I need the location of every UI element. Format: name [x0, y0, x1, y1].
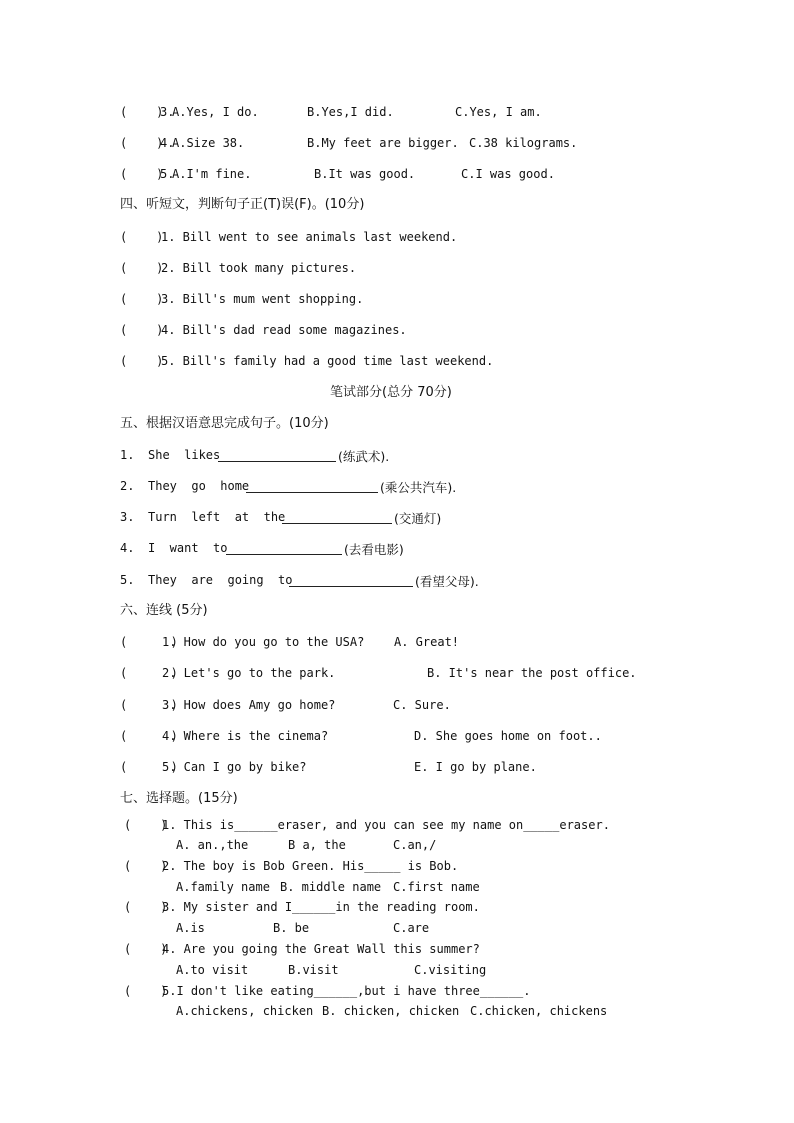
- option-b: B. be: [273, 921, 310, 935]
- answer-paren[interactable]: ( ): [124, 818, 168, 832]
- item-number: 1.: [120, 448, 135, 462]
- section5-title: 五、根据汉语意思完成句子。(10分): [120, 416, 329, 431]
- answer-blank[interactable]: [282, 511, 392, 524]
- answer-paren[interactable]: ( ): [124, 859, 168, 873]
- matching-answer: C. Sure.: [393, 698, 451, 712]
- option-a: A.Yes, I do.: [172, 105, 259, 119]
- question-number: 5.: [160, 167, 175, 181]
- question-number: 3.: [160, 105, 175, 119]
- matching-question: 4. Where is the cinema?: [162, 729, 329, 743]
- option-b: B.My feet are bigger.: [307, 136, 459, 150]
- matching-question: 2. Let's go to the park.: [162, 666, 336, 680]
- matching-question: 1. How do you go to the USA?: [162, 635, 365, 649]
- answer-paren[interactable]: ( ): [120, 136, 164, 150]
- sentence-text: They are going to: [148, 573, 293, 587]
- section7-title: 七、选择题。(15分): [120, 791, 238, 806]
- statement-text: 4. Bill's dad read some magazines.: [161, 323, 407, 337]
- option-a: A. an.,the: [176, 838, 249, 852]
- answer-paren[interactable]: ( ): [120, 635, 178, 649]
- answer-paren[interactable]: ( ): [120, 698, 178, 712]
- answer-paren[interactable]: ( ): [120, 230, 164, 244]
- question-text: 2. The boy is Bob Green. His_____ is Bob.: [162, 859, 459, 873]
- chinese-hint: (去看电影): [344, 542, 404, 557]
- option-a: A.is: [176, 921, 205, 935]
- option-c: C.I was good.: [461, 167, 555, 181]
- question-text: 1. This is______eraser, and you can see my name on_____eraser.: [162, 818, 610, 832]
- option-a: A.to visit: [176, 963, 249, 977]
- answer-blank[interactable]: [246, 480, 378, 493]
- answer-paren[interactable]: ( ): [124, 984, 168, 998]
- option-b: B.visit: [288, 963, 339, 977]
- matching-answer: B. It's near the post office.: [427, 666, 637, 680]
- option-a: A.chickens, chicken: [176, 1004, 314, 1018]
- option-c: C.chicken, chickens: [470, 1004, 608, 1018]
- answer-paren[interactable]: ( ): [120, 167, 164, 181]
- option-c: C.Yes, I am.: [455, 105, 542, 119]
- sentence-text: She likes: [148, 448, 221, 462]
- answer-paren[interactable]: ( ): [120, 105, 164, 119]
- answer-paren[interactable]: ( ): [120, 729, 178, 743]
- item-number: 4.: [120, 541, 135, 555]
- option-b: B. middle name: [280, 880, 382, 894]
- sentence-text: They go home: [148, 479, 250, 493]
- option-b: B. chicken, chicken: [322, 1004, 460, 1018]
- matching-answer: A. Great!: [394, 635, 460, 649]
- option-c: C.are: [393, 921, 430, 935]
- option-a: A.I'm fine.: [172, 167, 252, 181]
- matching-answer: E. I go by plane.: [414, 760, 537, 774]
- answer-paren[interactable]: ( ): [120, 760, 178, 774]
- chinese-hint: (交通灯): [394, 511, 442, 526]
- item-number: 3.: [120, 510, 135, 524]
- option-a: A.Size 38.: [172, 136, 245, 150]
- option-b: B.Yes,I did.: [307, 105, 394, 119]
- chinese-hint: (看望父母).: [415, 574, 479, 589]
- option-c: C.visiting: [414, 963, 487, 977]
- statement-text: 3. Bill's mum went shopping.: [161, 292, 364, 306]
- written-part-title: 笔试部分(总分 70分): [330, 385, 452, 400]
- statement-text: 2. Bill took many pictures.: [161, 261, 357, 275]
- option-c: C.38 kilograms.: [469, 136, 578, 150]
- answer-blank[interactable]: [289, 574, 413, 587]
- answer-paren[interactable]: ( ): [120, 666, 178, 680]
- answer-paren[interactable]: ( ): [120, 323, 164, 337]
- matching-answer: D. She goes home on foot..: [414, 729, 602, 743]
- answer-paren[interactable]: ( ): [120, 354, 164, 368]
- statement-text: 1. Bill went to see animals last weekend.: [161, 230, 458, 244]
- option-b: B a, the: [288, 838, 346, 852]
- item-number: 2.: [120, 479, 135, 493]
- answer-blank[interactable]: [226, 542, 342, 555]
- section4-title: 四、听短文，判断句子正(T)误(F)。(10分): [120, 197, 365, 212]
- section6-title: 六、连线 (5分): [120, 603, 208, 618]
- question-text: 3. My sister and I______in the reading room.: [162, 900, 480, 914]
- matching-question: 5. Can I go by bike?: [162, 760, 307, 774]
- answer-paren[interactable]: ( ): [120, 261, 164, 275]
- chinese-hint: (乘公共汽车).: [380, 480, 457, 495]
- sentence-text: I want to: [148, 541, 228, 555]
- option-b: B.It was good.: [314, 167, 416, 181]
- answer-blank[interactable]: [218, 449, 336, 462]
- question-text: 4. Are you going the Great Wall this summer?: [162, 942, 480, 956]
- item-number: 5.: [120, 573, 135, 587]
- matching-question: 3. How does Amy go home?: [162, 698, 336, 712]
- question-text: 5.I don't like eating______,but i have three______.: [162, 984, 531, 998]
- answer-paren[interactable]: ( ): [124, 900, 168, 914]
- option-c: C.an,/: [393, 838, 437, 852]
- option-c: C.first name: [393, 880, 480, 894]
- statement-text: 5. Bill's family had a good time last weekend.: [161, 354, 494, 368]
- answer-paren[interactable]: ( ): [124, 942, 168, 956]
- option-a: A.family name: [176, 880, 270, 894]
- question-number: 4.: [160, 136, 175, 150]
- sentence-text: Turn left at the: [148, 510, 286, 524]
- answer-paren[interactable]: ( ): [120, 292, 164, 306]
- chinese-hint: (练武术).: [338, 449, 390, 464]
